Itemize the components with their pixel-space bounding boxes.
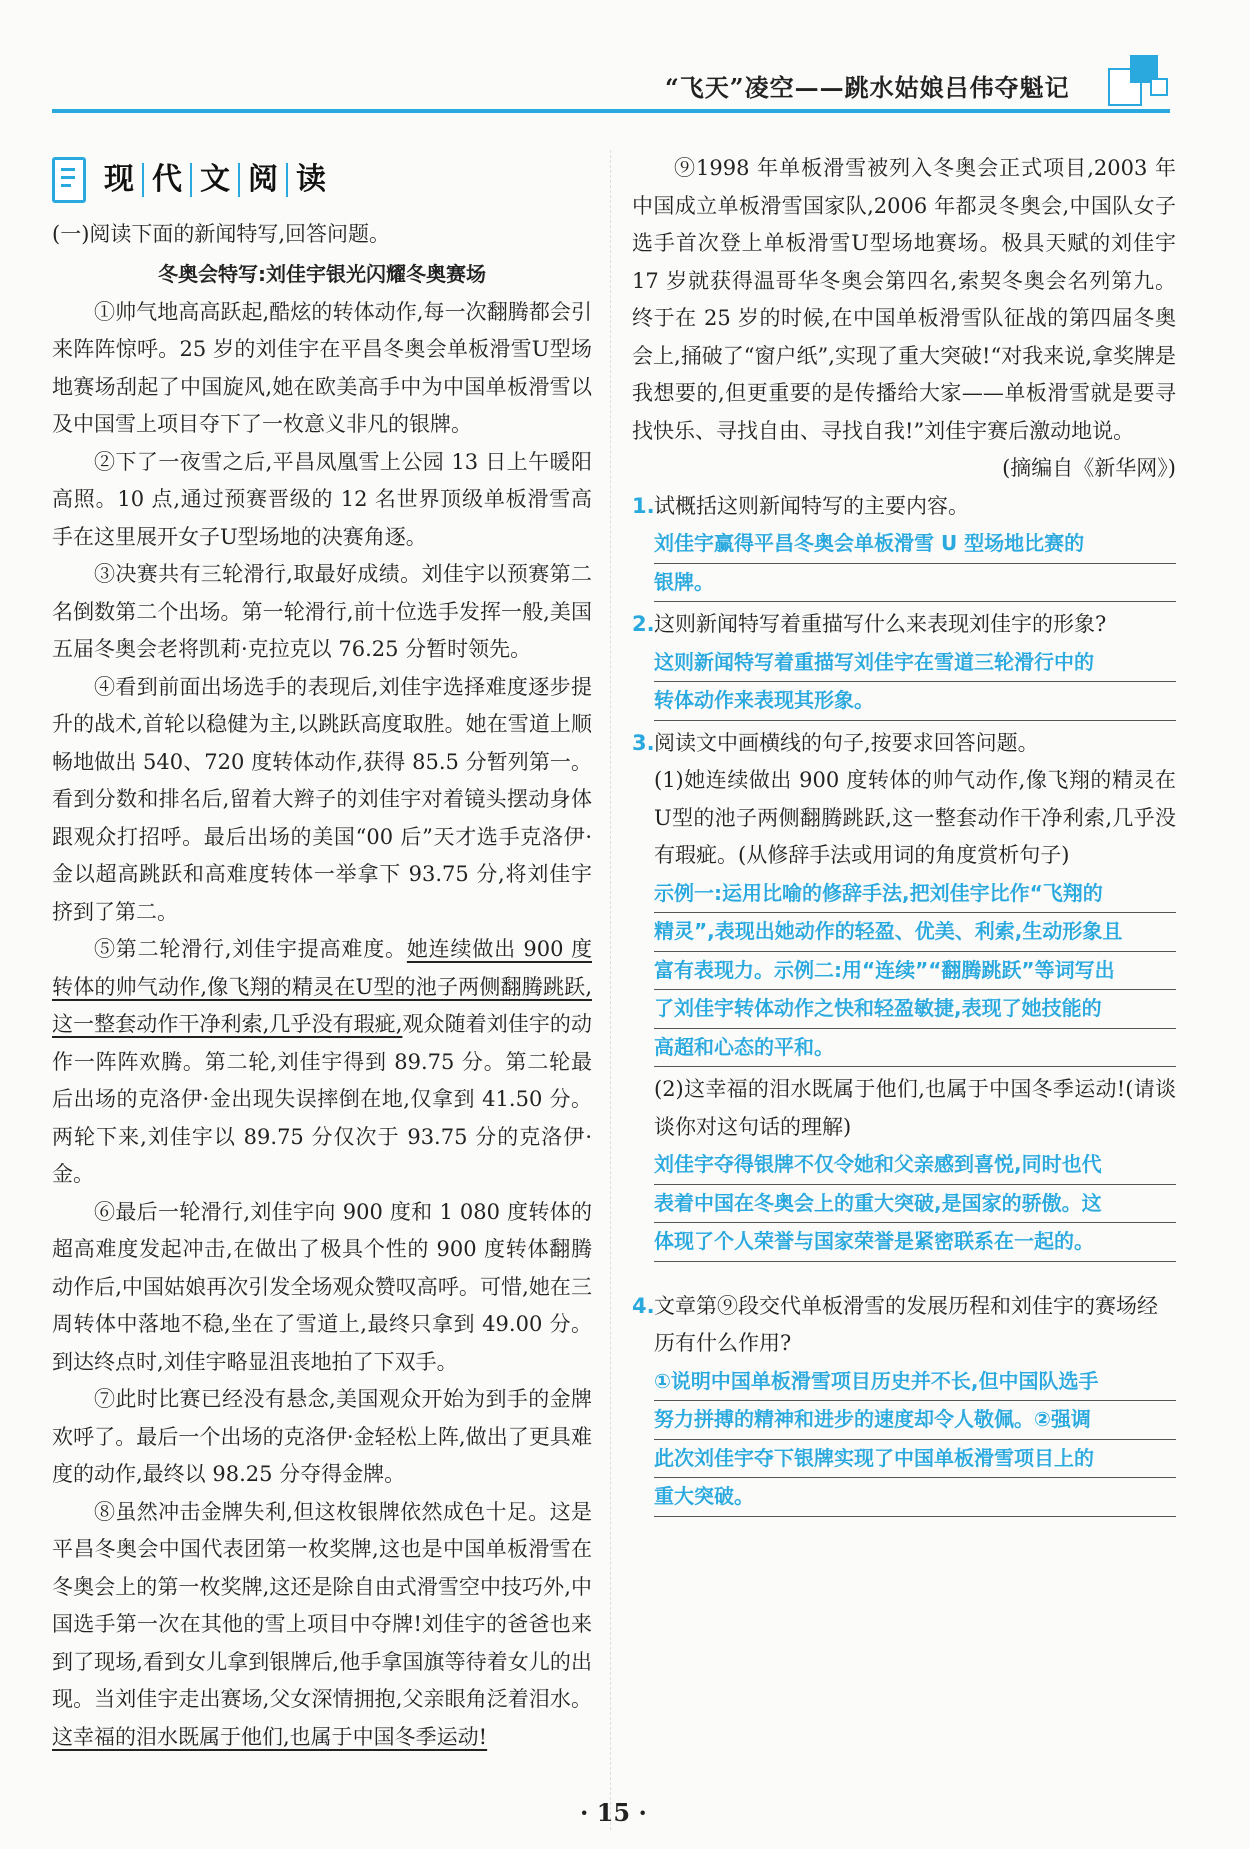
question-3 xyxy=(632,725,1176,763)
question-1 xyxy=(632,488,1176,526)
article-paragraph-1: ①帅气地高高跃起,酷炫的转体动作,每一次翻腾都会引来阵阵惊呼。25 岁的刘佳宇在平昌冬奥会单板滑雪U型场地赛场刮起了中国旋风,她在欧美高手中为中国单板滑雪以及中国雪上项目夺下了一枚意义非凡的银牌。 xyxy=(52,299,592,436)
article-paragraph-8 xyxy=(52,1494,592,1757)
answer-4 xyxy=(654,1363,1176,1517)
question-3-part-2: (2)这幸福的泪水既属于他们,也属于中国冬季运动!(请谈谈你对这句话的理解) xyxy=(654,1077,1176,1139)
answer-line: 这则新闻特写着重描写刘佳宇在雪道三轮滑行中的 xyxy=(654,644,1176,683)
section-heading xyxy=(52,150,592,210)
paragraph-5-start: ⑤第二轮滑行,刘佳宇提高难度。 xyxy=(94,937,407,961)
article-paragraph-7: ⑦此时比赛已经没有悬念,美国观众开始为到手的金牌欢呼了。最后一个出场的克洛伊·金轻松上阵,做出了更具难度的动作,最终以 98.25 分夺得金牌。 xyxy=(52,1387,592,1486)
section-title-char: 文 xyxy=(190,163,238,197)
answer-line: 此次刘佳宇夺下银牌实现了中国单板滑雪项目上的 xyxy=(654,1440,1176,1479)
answer-line: 富有表现力。示例二:用“连续”“翻腾跳跃”等词写出 xyxy=(654,952,1176,991)
article-paragraph-9: ⑨1998 年单板滑雪被列入冬奥会正式项目,2003 年中国成立单板滑雪国家队,2006 年都灵冬奥会,中国队女子选手首次登上单板滑雪U型场地赛场。极具天赋的刘佳宇 17 岁就获得温哥华冬奥会第四名,索契冬奥会名列第九。终于在 25 岁的时候,在中国单板滑雪队征战的第四届冬奥会上,捅破了“窗户纸”,实现了重大突破!“对我来说,拿奖牌是我想要的,但更重要的是传播给大家——单板滑雪就是要寻找快乐、寻找自由、寻找自我!”刘佳宇赛后激动地说。 xyxy=(632,156,1176,443)
section-title-char: 代 xyxy=(142,163,190,197)
article-source: (摘编自《新华网》) xyxy=(1002,456,1176,480)
answer-line: 努力拼搏的精神和进步的速度却令人敬佩。②强调 xyxy=(654,1401,1176,1440)
question-text: 阅读文中画横线的句子,按要求回答问题。 xyxy=(654,730,1039,755)
answer-2 xyxy=(654,644,1176,721)
right-column xyxy=(632,150,1176,1521)
underlined-sentence-2: 这幸福的泪水既属于他们,也属于中国冬季运动! xyxy=(52,1724,488,1749)
article-paragraph-4: ④看到前面出场选手的表现后,刘佳宇选择难度逐步提升的战术,首轮以稳健为主,以跳跃高度取胜。她在雪道上顺畅地做出 540、720 度转体动作,获得 85.5 分暂列第一。看到分数和排名后,留着大辫子的刘佳宇对着镜头摆动身体跟观众打招呼。最后出场的美国“00 后”天才选手克洛伊·金以超高跳跃和高难度转体一举拿下 93.75 分,将刘佳宇挤到了第二。 xyxy=(52,674,592,924)
section-title-char: 阅 xyxy=(238,163,286,197)
paragraph-8-text: ⑧虽然冲击金牌失利,但这枚银牌依然成色十足。这是平昌冬奥会中国代表团第一枚奖牌,这也是中国单板滑雪在冬奥会上的第一枚奖牌,这还是除自由式滑雪空中技巧外,中国选手第一次在其他的雪上项目中夺牌!刘佳宇的爸爸也来到了现场,看到女儿拿到银牌后,他手拿国旗等待着女儿的出现。当刘佳宇走出赛场,父女深情拥抱,父亲眼角泛着泪水。 xyxy=(52,1499,592,1711)
article-paragraph-6: ⑥最后一轮滑行,刘佳宇向 900 度和 1 080 度转体的超高难度发起冲击,在做出了极具个性的 900 度转体翻腾动作后,中国姑娘再次引发全场观众赞叹高呼。可惜,她在三周转体中落地不稳,坐在了雪道上,最终只拿到 49.00 分。到达终点时,刘佳宇略显沮丧地拍了下双手。 xyxy=(52,1199,592,1374)
article-title: 冬奥会特写:刘佳宇银光闪耀冬奥赛场 xyxy=(158,261,486,286)
article-paragraph-2: ②下了一夜雪之后,平昌凤凰雪上公园 13 日上午暖阳高照。10 点,通过预赛晋级的 12 名世界顶级单板滑雪高手在这里展开女子U型场地的决赛角逐。 xyxy=(52,449,592,549)
question-text: 这则新闻特写着重描写什么来表现刘佳宇的形象? xyxy=(654,612,1107,636)
answer-line: 表着中国在冬奥会上的重大突破,是国家的骄傲。这 xyxy=(654,1185,1176,1224)
answer-line: 刘佳宇夺得银牌不仅令她和父亲感到喜悦,同时也代 xyxy=(654,1146,1176,1185)
answer-line: 了刘佳宇转体动作之快和轻盈敏捷,表现了她技能的 xyxy=(654,990,1176,1029)
paragraph-5-end: 观众随着刘佳宇的动作一阵阵欢腾。第二轮,刘佳宇得到 89.75 分。第二轮最后出场的克洛伊·金出现失误摔倒在地,仅拿到 41.50 分。两轮下来,刘佳宇以 89.75 分仅次于 93.75 分的克洛伊·金。 xyxy=(52,1012,592,1186)
left-column xyxy=(52,150,592,1756)
question-number: 4. xyxy=(632,1293,655,1318)
question-number: 1. xyxy=(632,493,655,518)
answer-line: 转体动作来表现其形象。 xyxy=(654,682,1176,721)
section-title-char: 现 xyxy=(104,162,134,197)
column-divider xyxy=(610,150,611,1830)
answer-1 xyxy=(654,525,1176,602)
running-header-title: “飞天”凌空——跳水姑娘吕伟夺魁记 xyxy=(665,73,1070,102)
answer-line: 重大突破。 xyxy=(654,1478,1176,1517)
question-text: 试概括这则新闻特写的主要内容。 xyxy=(654,493,969,518)
article-paragraph-3: ③决赛共有三轮滑行,取最好成绩。刘佳宇以预赛第二名倒数第二个出场。第一轮滑行,前十位选手发挥一般,美国五届冬奥会老将凯莉·克拉克以 76.25 分暂时领先。 xyxy=(52,562,592,661)
answer-line: 体现了个人荣誉与国家荣誉是紧密联系在一起的。 xyxy=(654,1223,1176,1262)
answer-line: 精灵”,表现出她动作的轻盈、优美、利索,生动形象且 xyxy=(654,913,1176,952)
page-number: · 15 · xyxy=(580,1798,647,1827)
answer-line: 银牌。 xyxy=(654,564,1176,603)
answer-line: 高超和心态的平和。 xyxy=(654,1029,1176,1068)
section-title-char: 读 xyxy=(286,163,334,197)
question-text: 文章第⑨段交代单板滑雪的发展历程和刘佳宇的赛场经历有什么作用? xyxy=(654,1293,1158,1355)
reading-instruction: (一)阅读下面的新闻特写,回答问题。 xyxy=(52,222,391,246)
article-paragraph-5 xyxy=(52,931,592,1194)
question-3-part-1: (1)她连续做出 900 度转体的帅气动作,像飞翔的精灵在U型的池子两侧翻腾跳跃,这一整套动作干净利索,几乎没有瑕疵。(从修辞手法或用词的角度赏析句子) xyxy=(654,768,1176,867)
question-4 xyxy=(632,1288,1176,1363)
question-number: 3. xyxy=(632,730,655,755)
header-decoration-small-square xyxy=(1150,78,1168,96)
answer-line: 刘佳宇赢得平昌冬奥会单板滑雪 U 型场地比赛的 xyxy=(654,525,1176,564)
answer-line: ①说明中国单板滑雪项目历史并不长,但中国队选手 xyxy=(654,1363,1176,1402)
reading-notebook-icon xyxy=(52,157,86,203)
question-number: 2. xyxy=(632,612,655,636)
underlined-sentence-1: 她连续做出 900 度转体的帅气动作,像飞翔的精灵在U型的池子两侧翻腾跳跃,这一整套动作干净利索,几乎没有瑕疵, xyxy=(52,937,592,1036)
answer-3-2 xyxy=(654,1146,1176,1262)
question-2 xyxy=(632,606,1176,644)
answer-3-1 xyxy=(654,875,1176,1068)
header-rule xyxy=(52,109,1170,113)
answer-line: 示例一:运用比喻的修辞手法,把刘佳宇比作“飞翔的 xyxy=(654,875,1176,914)
